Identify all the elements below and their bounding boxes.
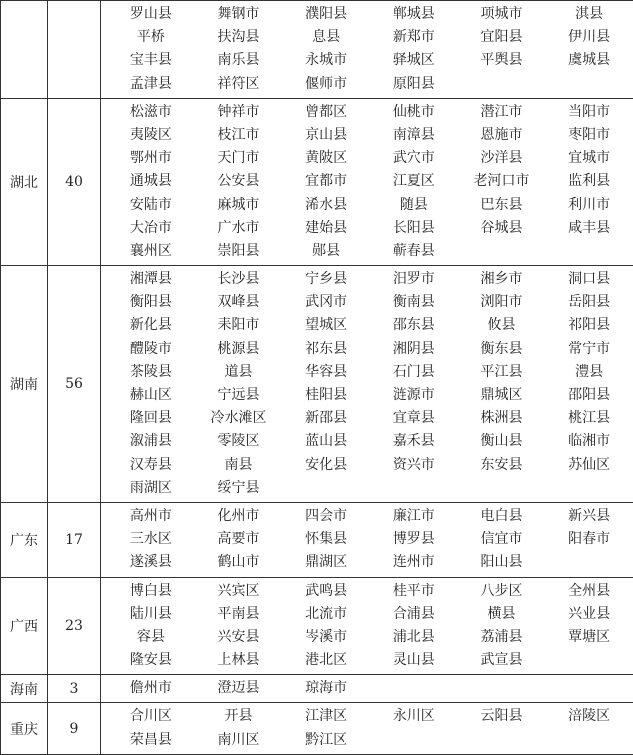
county-name: 驿城区: [370, 49, 458, 72]
county-name: 濮阳县: [282, 3, 370, 26]
county-name: 潜江市: [458, 101, 546, 124]
county-name: 黔江区: [282, 729, 370, 752]
county-name: 武穴市: [370, 147, 458, 170]
county-name: 隆安县: [107, 649, 195, 672]
county-name: 偃师市: [282, 73, 370, 96]
province-row-chongqing: [1, 703, 633, 754]
county-count: 56: [48, 266, 101, 503]
county-list: [101, 703, 633, 754]
county-name: 荔浦县: [458, 626, 546, 649]
county-name: 隆回县: [107, 407, 195, 430]
county-name: 宁乡县: [282, 268, 370, 291]
county-grid: [107, 268, 633, 500]
province-name: 海南: [1, 675, 48, 703]
county-name: 浏阳市: [458, 291, 546, 314]
county-name: 息县: [282, 26, 370, 49]
county-name: 鼎城区: [458, 384, 546, 407]
county-name: 茶陵县: [107, 361, 195, 384]
county-name: 衡南县: [370, 291, 458, 314]
county-name: 襄州区: [107, 240, 195, 263]
county-name: 容县: [107, 626, 195, 649]
county-name: 岳阳县: [545, 291, 633, 314]
county-name: 耒阳市: [195, 314, 283, 337]
county-name: 祥符区: [195, 73, 283, 96]
county-name: 桂阳县: [282, 384, 370, 407]
county-name: 舞钢市: [195, 3, 283, 26]
county-name: 桂平市: [370, 580, 458, 603]
county-name: 宜都市: [282, 170, 370, 193]
county-name: 涪陵区: [545, 705, 633, 728]
county-name: 蕲春县: [370, 240, 458, 263]
county-name: 高州市: [107, 505, 195, 528]
county-name: 新郑市: [370, 26, 458, 49]
county-name: 株洲县: [458, 407, 546, 430]
county-name: 溆浦县: [107, 430, 195, 453]
province-row-hubei: [1, 98, 633, 265]
county-name: 老河口市: [458, 170, 546, 193]
county-name: 武鸣县: [282, 580, 370, 603]
county-name: 安陆市: [107, 194, 195, 217]
county-grid: [107, 3, 633, 96]
county-name: 桃源县: [195, 338, 283, 361]
county-name: 合浦县: [370, 603, 458, 626]
county-name: 新兴县: [545, 505, 633, 528]
province-row-continued: [1, 1, 633, 99]
county-name: 虞城县: [545, 49, 633, 72]
county-name: 邵阳县: [545, 384, 633, 407]
county-name: 上林县: [195, 649, 283, 672]
province-name: 湖南: [1, 266, 48, 503]
county-name: 儋州市: [107, 677, 195, 700]
county-name: 曾都区: [282, 101, 370, 124]
county-name: 横县: [458, 603, 546, 626]
county-name: 大冶市: [107, 217, 195, 240]
county-name: 华容县: [282, 361, 370, 384]
county-name: 浠水县: [282, 194, 370, 217]
county-name: 三水区: [107, 528, 195, 551]
county-name: 原阳县: [370, 73, 458, 96]
county-name: 宝丰县: [107, 49, 195, 72]
county-name: 钟祥市: [195, 101, 283, 124]
province-name: 湖北: [1, 98, 48, 265]
county-name: 孟津县: [107, 73, 195, 96]
county-name: 涟源市: [370, 384, 458, 407]
county-name: 汉寿县: [107, 454, 195, 477]
county-name: 谷城县: [458, 217, 546, 240]
county-name: 道县: [195, 361, 283, 384]
county-name: 东安县: [458, 454, 546, 477]
county-name: 遂溪县: [107, 551, 195, 574]
county-name: 淇县: [545, 3, 633, 26]
county-name: 通城县: [107, 170, 195, 193]
county-name: 湘乡市: [458, 268, 546, 291]
county-name: 衡阳县: [107, 291, 195, 314]
county-name: 监利县: [545, 170, 633, 193]
county-name: 平南县: [195, 603, 283, 626]
county-name: 陆川县: [107, 603, 195, 626]
county-name: 永川区: [370, 705, 458, 728]
county-name: 宁远县: [195, 384, 283, 407]
province-row-guangxi: [1, 577, 633, 675]
county-name: 南漳县: [370, 124, 458, 147]
province-name: 重庆: [1, 703, 48, 754]
county-name: 南县: [195, 454, 283, 477]
county-name: 阳春市: [545, 528, 633, 551]
county-grid: [107, 705, 633, 751]
county-name: 随县: [370, 194, 458, 217]
county-name: 利川市: [545, 194, 633, 217]
county-name: 新化县: [107, 314, 195, 337]
county-name: 零陵区: [195, 430, 283, 453]
county-name: 洞口县: [545, 268, 633, 291]
county-name: 公安县: [195, 170, 283, 193]
county-name: 祁东县: [282, 338, 370, 361]
county-count: 9: [48, 703, 101, 754]
county-name: 北流市: [282, 603, 370, 626]
province-name: 广东: [1, 502, 48, 577]
county-list: [101, 577, 633, 675]
county-grid: [107, 101, 633, 263]
county-name: 扶沟县: [195, 26, 283, 49]
county-name: 长沙县: [195, 268, 283, 291]
county-name: 岑溪市: [282, 626, 370, 649]
county-name: 澄迈县: [195, 677, 283, 700]
county-name: 赫山区: [107, 384, 195, 407]
county-name: 汨罗市: [370, 268, 458, 291]
county-name: 浦北县: [370, 626, 458, 649]
county-name: 衡山县: [458, 430, 546, 453]
county-name: 平江县: [458, 361, 546, 384]
county-name: 天门市: [195, 147, 283, 170]
county-name: 开县: [195, 705, 283, 728]
county-name: 鼎湖区: [282, 551, 370, 574]
county-name: 宜阳县: [458, 26, 546, 49]
county-name: 鹤山市: [195, 551, 283, 574]
county-name: 冷水滩区: [195, 407, 283, 430]
county-grid: [107, 505, 633, 575]
county-name: 夷陵区: [107, 124, 195, 147]
county-name: 兴安县: [195, 626, 283, 649]
county-name: 恩施市: [458, 124, 546, 147]
county-name: 醴陵市: [107, 338, 195, 361]
county-name: 合川区: [107, 705, 195, 728]
county-name: 湘阴县: [370, 338, 458, 361]
county-name: 长阳县: [370, 217, 458, 240]
county-name: 崇阳县: [195, 240, 283, 263]
county-name: 灵山县: [370, 649, 458, 672]
county-name: 枝江市: [195, 124, 283, 147]
county-name: 宜章县: [370, 407, 458, 430]
province-row-hunan: [1, 266, 633, 503]
county-name: 江夏区: [370, 170, 458, 193]
county-name: 江津区: [282, 705, 370, 728]
county-list: [101, 98, 633, 265]
county-name: 安化县: [282, 454, 370, 477]
county-name: 宜城市: [545, 147, 633, 170]
county-name: 仙桃市: [370, 101, 458, 124]
county-name: 桃江县: [545, 407, 633, 430]
county-name: 博罗县: [370, 528, 458, 551]
county-name: 沙洋县: [458, 147, 546, 170]
county-name: 蓝山县: [282, 430, 370, 453]
county-name: 澧县: [545, 361, 633, 384]
county-name: 南川区: [195, 729, 283, 752]
county-name: 黄陂区: [282, 147, 370, 170]
county-name: 嘉禾县: [370, 430, 458, 453]
county-list: [101, 266, 633, 503]
county-name: 咸丰县: [545, 217, 633, 240]
province-name: 广西: [1, 577, 48, 675]
county-list: [101, 675, 633, 703]
county-name: 怀集县: [282, 528, 370, 551]
county-name: 荣昌县: [107, 729, 195, 752]
county-name: 麻城市: [195, 194, 283, 217]
county-name: 伊川县: [545, 26, 633, 49]
county-name: 绥宁县: [195, 477, 283, 500]
county-name: 苏仙区: [545, 454, 633, 477]
county-name: 高要市: [195, 528, 283, 551]
county-count: 40: [48, 98, 101, 265]
county-name: 全州县: [545, 580, 633, 603]
county-name: 兴业县: [545, 603, 633, 626]
county-count: 23: [48, 577, 101, 675]
county-name: 雨湖区: [107, 477, 195, 500]
county-count: 17: [48, 502, 101, 577]
county-count: [48, 1, 101, 99]
county-name: 广水市: [195, 217, 283, 240]
county-name: 望城区: [282, 314, 370, 337]
county-name: 祁阳县: [545, 314, 633, 337]
county-name: 琼海市: [282, 677, 370, 700]
county-name: 枣阳市: [545, 124, 633, 147]
county-name: 攸县: [458, 314, 546, 337]
province-row-hainan: [1, 675, 633, 703]
county-name: 电白县: [458, 505, 546, 528]
county-name: 常宁市: [545, 338, 633, 361]
county-name: 武宣县: [458, 649, 546, 672]
county-grid: [107, 580, 633, 673]
county-name: 阳山县: [458, 551, 546, 574]
county-name: 信宜市: [458, 528, 546, 551]
county-name: 平舆县: [458, 49, 546, 72]
county-name: 衡东县: [458, 338, 546, 361]
county-count: 3: [48, 675, 101, 703]
county-name: 化州市: [195, 505, 283, 528]
county-name: 资兴市: [370, 454, 458, 477]
county-name: 平桥: [107, 26, 195, 49]
county-name: 巴东县: [458, 194, 546, 217]
county-name: 京山县: [282, 124, 370, 147]
county-name: 松滋市: [107, 101, 195, 124]
county-name: 临湘市: [545, 430, 633, 453]
county-name: 兴宾区: [195, 580, 283, 603]
county-name: 永城市: [282, 49, 370, 72]
county-name: 郧县: [282, 240, 370, 263]
county-grid: [107, 677, 633, 700]
county-name: 四会市: [282, 505, 370, 528]
county-name: 建始县: [282, 217, 370, 240]
county-name: 双峰县: [195, 291, 283, 314]
county-name: 廉江市: [370, 505, 458, 528]
county-name: 湘潭县: [107, 268, 195, 291]
county-name: 鄂州市: [107, 147, 195, 170]
county-name: 武冈市: [282, 291, 370, 314]
county-name: 八步区: [458, 580, 546, 603]
county-name: 郸城县: [370, 3, 458, 26]
county-name: 港北区: [282, 649, 370, 672]
county-name: 石门县: [370, 361, 458, 384]
county-name: 云阳县: [458, 705, 546, 728]
province-row-guangdong: [1, 502, 633, 577]
county-name: 博白县: [107, 580, 195, 603]
county-list: [101, 502, 633, 577]
county-name: 连州市: [370, 551, 458, 574]
county-name: 邵东县: [370, 314, 458, 337]
county-name: 覃塘区: [545, 626, 633, 649]
county-list: [101, 1, 633, 99]
province-name: [1, 1, 48, 99]
county-name: 罗山县: [107, 3, 195, 26]
county-name: 新邵县: [282, 407, 370, 430]
county-name: 当阳市: [545, 101, 633, 124]
county-name: 南乐县: [195, 49, 283, 72]
county-name: 项城市: [458, 3, 546, 26]
